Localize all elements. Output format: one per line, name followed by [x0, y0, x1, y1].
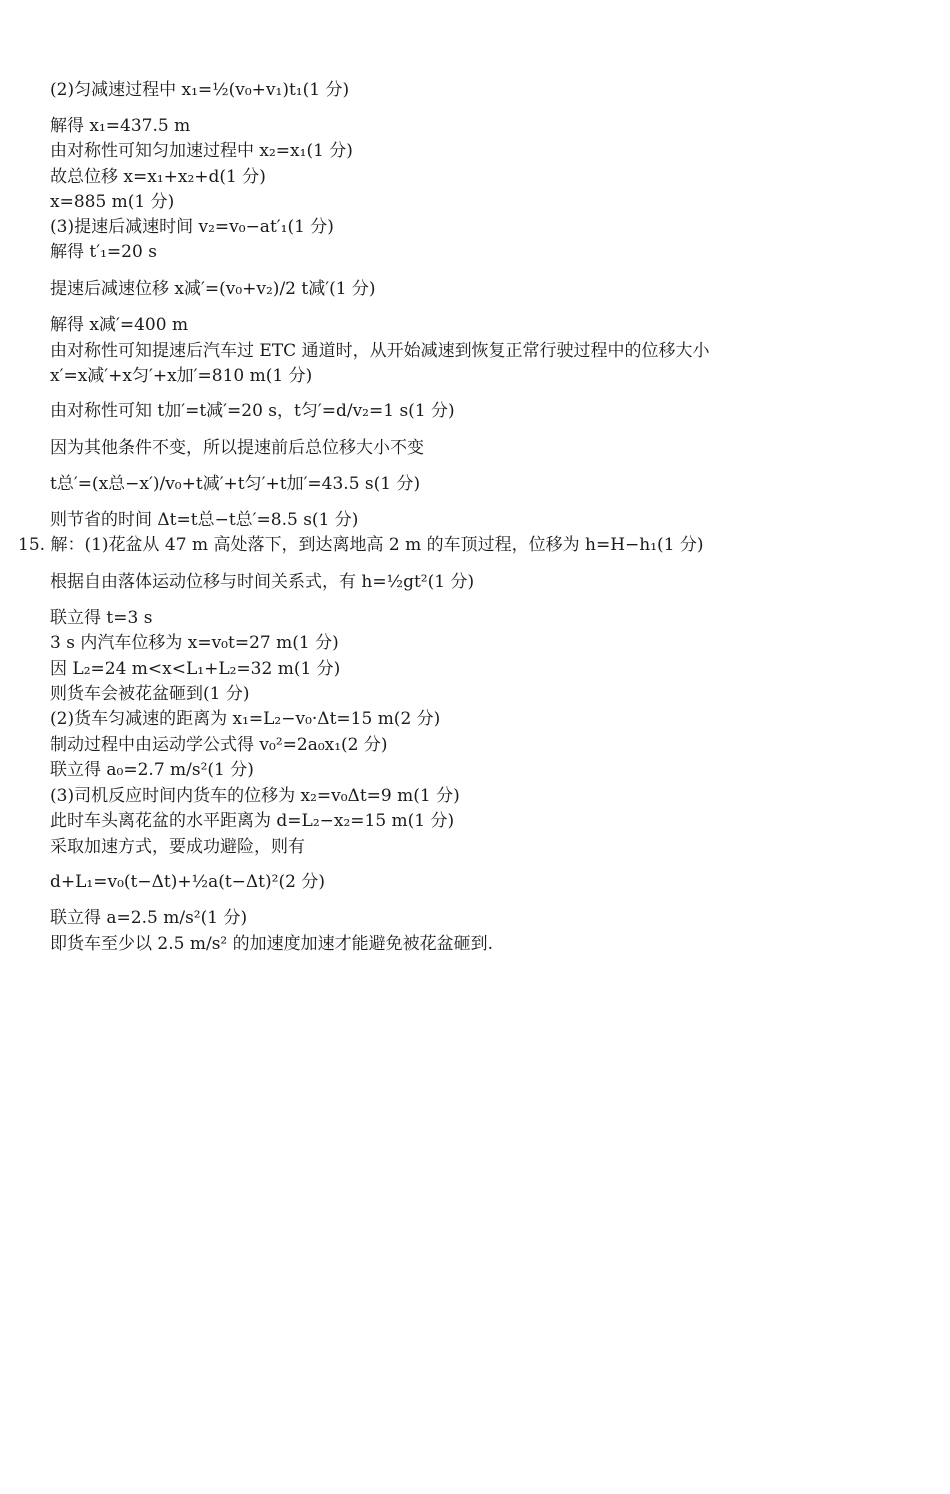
- text-line: 联立得 t=3 s: [50, 608, 153, 628]
- text-line: t总′=(x总−x′)/v₀+t减′+t匀′+t加′=43.5 s(1 分): [50, 474, 421, 494]
- text-line: 联立得 a=2.5 m/s²(1 分): [50, 908, 248, 928]
- text-line: (2)匀减速过程中 x₁=½(v₀+v₁)t₁(1 分): [50, 80, 350, 100]
- text-line: (3)提速后减速时间 v₂=v₀−at′₁(1 分): [50, 217, 334, 237]
- text-line: 解得 x减′=400 m: [50, 315, 189, 335]
- text-line: 由对称性可知匀加速过程中 x₂=x₁(1 分): [50, 141, 353, 161]
- text-line: 此时车头离花盆的水平距离为 d=L₂−x₂=15 m(1 分): [50, 811, 455, 831]
- text-line: 解得 t′₁=20 s: [50, 242, 157, 262]
- text-line: 故总位移 x=x₁+x₂+d(1 分): [50, 167, 266, 187]
- text-line: 因为其他条件不变，所以提速前后总位移大小不变: [50, 438, 424, 458]
- text-line: 由对称性可知提速后汽车过 ETC 通道时，从开始减速到恢复正常行驶过程中的位移大小: [50, 341, 710, 361]
- text-line: d+L₁=v₀(t−Δt)+½a(t−Δt)²(2 分): [50, 872, 325, 892]
- text-line: 解得 x₁=437.5 m: [50, 116, 191, 136]
- text-line: 即货车至少以 2.5 m/s² 的加速度加速才能避免被花盆砸到.: [50, 934, 494, 954]
- text-line: (3)司机反应时间内货车的位移为 x₂=v₀Δt=9 m(1 分): [50, 786, 460, 806]
- text-line: 则货车会被花盆砸到(1 分): [50, 684, 250, 704]
- text-line: 制动过程中由运动学公式得 v₀²=2a₀x₁(2 分): [50, 735, 388, 755]
- text-line: 提速后减速位移 x减′=(v₀+v₂)/2 t减′(1 分): [50, 279, 376, 299]
- text-line: 因 L₂=24 m<x<L₁+L₂=32 m(1 分): [50, 659, 341, 679]
- text-line: 采取加速方式，要成功避险，则有: [50, 837, 305, 857]
- text-line: 3 s 内汽车位移为 x=v₀t=27 m(1 分): [50, 633, 339, 653]
- text-line: 根据自由落体运动位移与时间关系式，有 h=½gt²(1 分): [50, 572, 475, 592]
- text-line: 则节省的时间 Δt=t总−t总′=8.5 s(1 分): [50, 510, 359, 530]
- text-line: (2)货车匀减速的距离为 x₁=L₂−v₀·Δt=15 m(2 分): [50, 709, 441, 729]
- text-line: 联立得 a₀=2.7 m/s²(1 分): [50, 760, 254, 780]
- question-15-line: 15. 解：(1)花盆从 47 m 高处落下，到达离地高 2 m 的车顶过程，位移为 h=H−h₁(1 分): [18, 535, 704, 555]
- text-line: x′=x减′+x匀′+x加′=810 m(1 分): [50, 366, 313, 386]
- text-line: 由对称性可知 t加′=t减′=20 s，t匀′=d/v₂=1 s(1 分): [50, 401, 455, 421]
- text-line: x=885 m(1 分): [50, 192, 175, 212]
